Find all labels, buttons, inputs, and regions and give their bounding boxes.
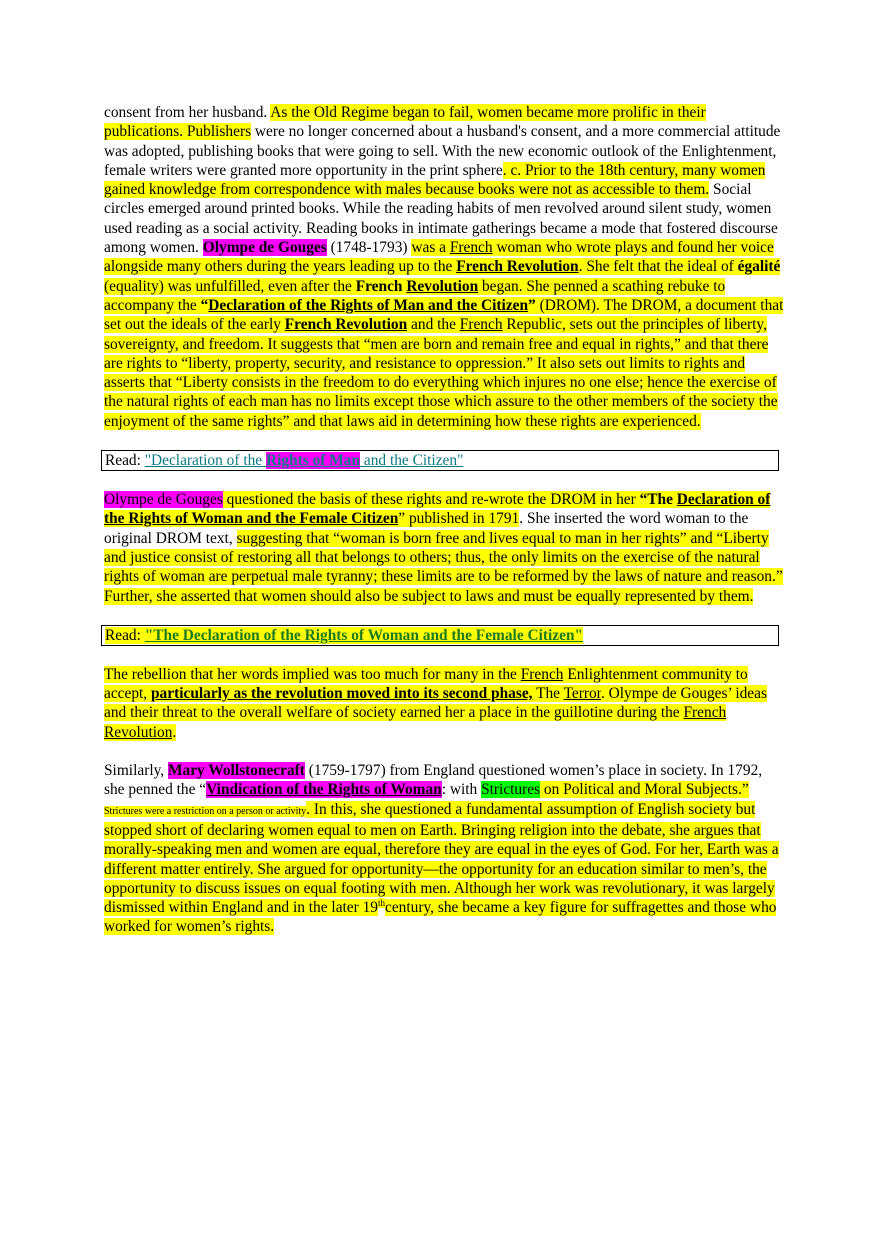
highlighted-text: and the — [407, 316, 460, 334]
read-box-drom — [101, 450, 779, 471]
link-vindication-rights-of-woman[interactable]: Vindication of the Rights of Woman — [206, 781, 442, 799]
text-segment: : with — [441, 781, 482, 799]
highlighted-text: (equality) was unfulfilled, even after the — [104, 277, 356, 295]
link-french[interactable]: French — [459, 316, 503, 334]
name-olympe-de-gouges: Olympe de Gouges — [202, 239, 327, 257]
read-label: Read: — [105, 626, 145, 644]
text-segment: were no longer concerned about a husband's consent, and a more commercial attitude was adopted, publishing books that were going to sell. With the new economic outlook of the Enlightenment, female writers were granted more opportunity in the print sphere — [104, 123, 781, 179]
highlighted-text: questioned the basis of these rights and re-wrote the DROM in her — [222, 491, 640, 509]
link-french-revolution[interactable]: French Revolution — [456, 258, 579, 276]
strictures-definition: Strictures were a restriction on a person or activity — [104, 805, 307, 817]
paragraph-spacer — [104, 471, 784, 490]
paragraph-rights-of-woman — [104, 490, 784, 606]
highlighted-text: . c. — [502, 161, 522, 179]
highlighted-text: “The — [639, 491, 677, 509]
highlighted-text: woman who wrote plays and found her voice alongside many others during the years leading up to the — [104, 239, 774, 276]
highlighted-text: ” — [528, 296, 540, 314]
text-segment: Social circles emerged around printed books. While the reading habits of men revolved around silent study, women used reading as a social activity. Reading books in intimate gatherings became a mode that fostered discourse among women. — [104, 181, 778, 257]
highlighted-text: was a — [411, 239, 450, 257]
link-revolution[interactable]: Revolution — [406, 277, 479, 295]
highlighted-text: . — [172, 723, 177, 741]
highlighted-text: on Political and Moral Subjects.” — [540, 781, 749, 799]
highlighted-text: began. She penned a scathing rebuke to accompany the — [104, 277, 726, 314]
text-segment: Similarly, — [104, 762, 168, 780]
term-egalite: égalité — [737, 258, 781, 276]
highlighted-text: “ — [200, 296, 209, 314]
highlighted-text: The — [532, 685, 564, 703]
highlighted-text: ” published in 1791 — [398, 510, 520, 528]
paragraph-terror — [104, 665, 784, 742]
text-segment: (1759-1797) from England questioned women’s place in society. In 1792, she penned the “ — [104, 762, 763, 799]
link-and-the-citizen[interactable]: and the Citizen" — [360, 452, 464, 470]
link-rights-of-man[interactable]: Rights of Man — [265, 452, 361, 470]
link-french[interactable]: French — [449, 239, 493, 257]
name-mary-wollstonecraft: Mary Wollstonecraft — [167, 762, 305, 780]
highlighted-text: particularly as the revolution moved into its second phase, — [151, 685, 533, 703]
text-segment: (1748-1793) — [326, 239, 412, 257]
text-segment: . She inserted the word woman to the original DROM text, — [104, 510, 749, 547]
paragraph-spacer — [104, 742, 784, 761]
read-label: Read: — [105, 452, 145, 470]
highlighted-text: (DROM). The DROM, a document that set out the ideals of the early — [104, 296, 784, 334]
link-terror[interactable]: Terror — [563, 685, 601, 703]
highlighted-text: Enlightenment community to accept, — [104, 665, 748, 703]
link-declaration-rights-of-woman[interactable]: Declaration of the Rights of Woman and the Female Citizen — [104, 491, 771, 528]
highlighted-text: Prior to the 18th century, many women gained knowledge from correspondence with males because books were not as accessible to them. — [104, 161, 766, 199]
highlighted-text: French — [355, 277, 407, 295]
link-french-revolution[interactable]: French Revolution — [104, 704, 727, 741]
highlighted-text: . In this, she questioned a fundamental assumption of English society but stopped short of declaring women equal to men on Earth. Bringing religion into the debate, she argues that morally-speaking men and women are equal, therefore they are equal in the eyes of God. For her, Earth was a different matter entirely. She argued for opportunity—the opportunity for an education similar to men’s, the opportunity to discuss issues on equal footing with men. Although her work was revolutionary, it was largely dismissed within England and in the later 19 — [104, 800, 779, 917]
text-segment: consent from her husband. — [104, 104, 271, 121]
link-declaration-of-the[interactable]: "Declaration of the — [144, 452, 266, 470]
read-box-drw — [101, 625, 779, 646]
paragraph-spacer — [104, 431, 784, 450]
term-strictures: Strictures — [481, 781, 541, 799]
paragraph-wollstonecraft — [104, 761, 784, 937]
name-olympe-de-gouges: Olympe de Gouges — [104, 491, 223, 509]
highlighted-text: . Olympe de Gouges’ ideas and their threat to the overall welfare of society earned her a place in the guillotine during the — [104, 685, 767, 722]
link-declaration-rights-of-woman-reading[interactable]: "The Declaration of the Rights of Woman and the Female Citizen" — [144, 626, 584, 644]
link-french[interactable]: French — [520, 665, 564, 683]
highlighted-text: . She felt that the ideal of — [578, 258, 738, 276]
paragraph-spacer — [104, 606, 784, 625]
highlighted-text: As the Old Regime began to fail, women became more prolific in their publications. Publishers — [104, 104, 706, 141]
highlighted-text: Republic, sets out the principles of liberty, sovereignty, and freedom. It suggests that “men are born and remain free and equal in rights,” and that there are rights to “liberty, property, security, and resistance to oppression.” It also sets out limits to rights and asserts that “Liberty consists in the freedom to do everything which injures no one else; hence the exercise of the natural rights of each man has no limits except those which assure to the other members of the society the enjoyment of the same rights” and that laws aid in determining how these rights are experienced. — [104, 316, 778, 430]
superscript-th: th — [378, 897, 386, 908]
highlighted-text: The rebellion that her words implied was too much for many in the — [104, 665, 521, 683]
document-body — [104, 103, 784, 937]
highlighted-text: suggesting that “woman is born free and lives equal to man in her rights” and “Liberty and justice consist of restoring all that belongs to others; thus, the only limits on the exercise of the natural rights of woman are perpetual male tyranny; these limits are to be reformed by the laws of nature and reason.” Further, she asserted that women should also be subject to laws and must be equally represented by them. — [104, 529, 783, 605]
highlighted-text: century, she became a key figure for suffragettes and those who worked for women’s rights. — [104, 899, 777, 936]
link-french-revolution[interactable]: French Revolution — [284, 316, 408, 334]
link-declaration-rights-of-man[interactable]: Declaration of the Rights of Man and the Citizen — [208, 296, 529, 314]
paragraph-spacer — [104, 646, 784, 665]
paragraph-print-sphere — [104, 103, 784, 431]
